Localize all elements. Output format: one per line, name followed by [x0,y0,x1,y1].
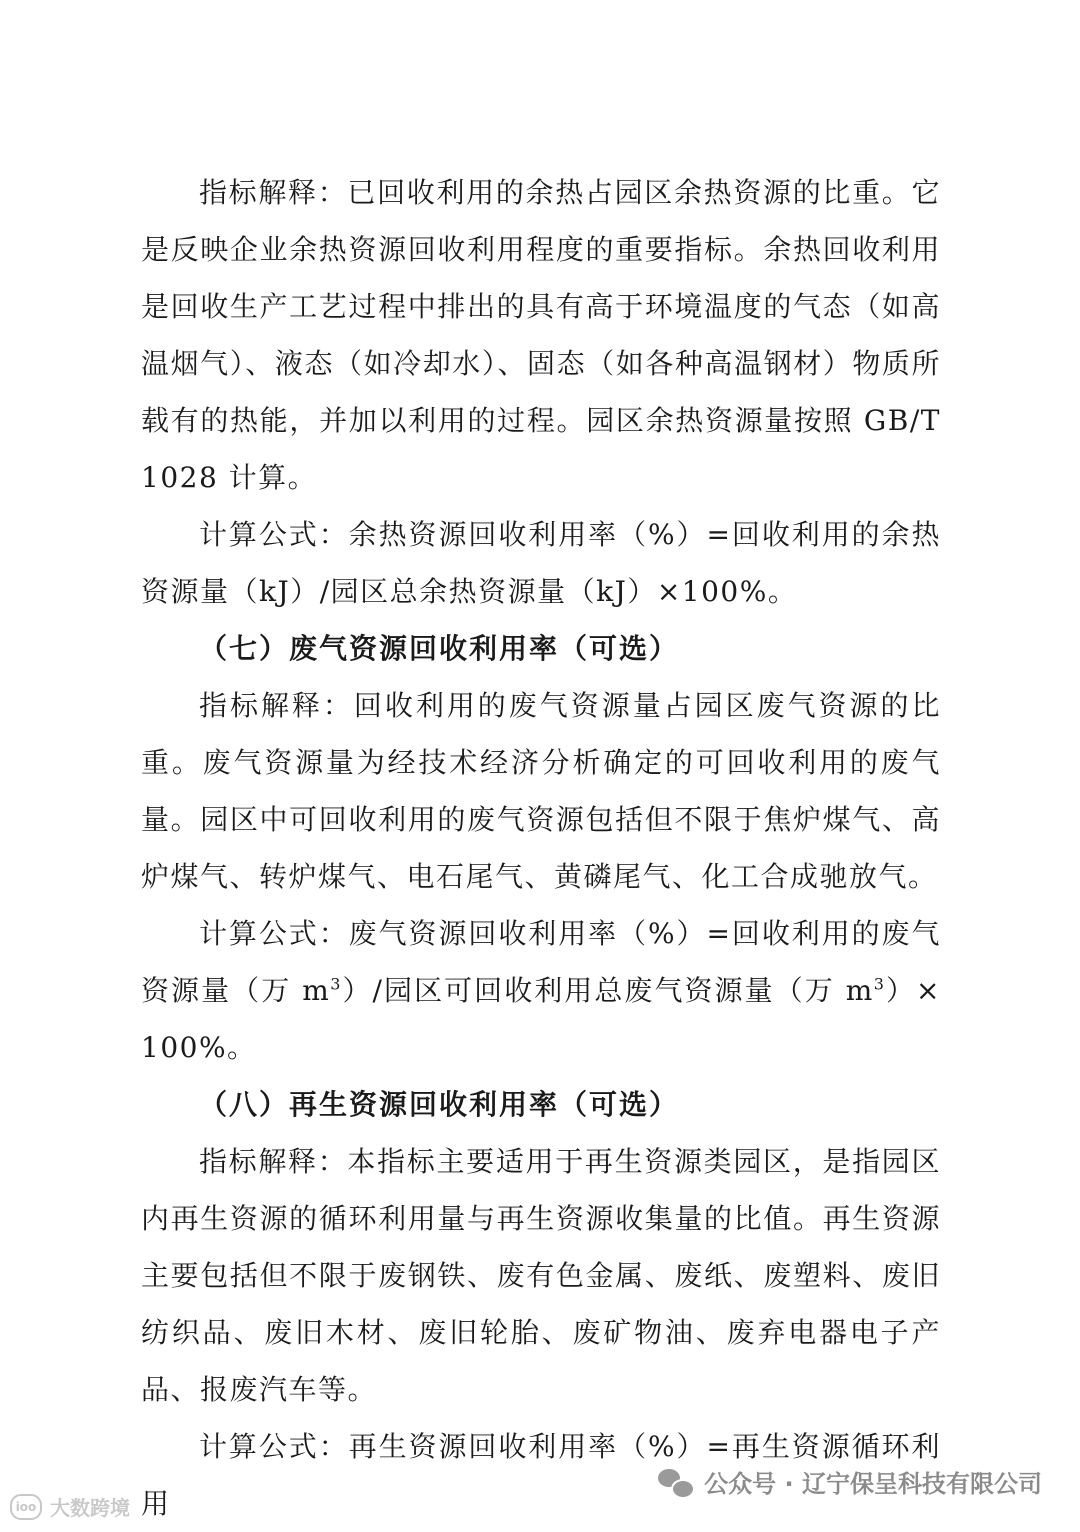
corner-logo-icon: ioo [10,1494,42,1520]
section-8-heading: （八）再生资源回收利用率（可选） [199,1088,680,1121]
section-7-heading: （七）废气资源回收利用率（可选） [199,632,680,665]
formula-text: ）/园区可回收利用总废气资源量（万 m [341,974,874,1007]
section-8-explanation: 指标解释：本指标主要适用于再生资源类园区，是指园区内再生资源的循环利用量与再生资源收集量的比值。再生资源主要包括但不限于废钢铁、废有色金属、废纸、废塑料、废旧纺织品、废旧木材、废旧轮胎、废矿物油、废弃电器电子产品、报废汽车等。 [141,1145,941,1406]
wechat-icon [658,1467,692,1497]
section-6-explanation: 指标解释：已回收利用的余热占园区余热资源的比重。它是反映企业余热资源回收利用程度的重要指标。余热回收利用是回收生产工艺过程中排出的具有高于环境温度的气态（如高温烟气）、液态（如冷却水）、固态（如各种高温钢材）物质所载有的热能，并加以利用的过程。园区余热资源量按照 GB/T 1028 计算。 [141,176,941,494]
section-6-formula: 计算公式：余热资源回收利用率（%）=回收利用的余热资源量（kJ）/园区总余热资源量（kJ）×100%。 [141,518,941,608]
footer [0,1452,1080,1527]
formula-text: 计算公式：废气资源回收利用率（%）=回收利用的废气资源量（万 m [141,917,941,1007]
section-7-formula [141,905,941,1076]
corner-watermark [10,1492,130,1521]
section-7-explanation: 指标解释：回收利用的废气资源量占园区废气资源的比重。废气资源量为经技术经济分析确定的可回收利用的废气量。园区中可回收利用的废气资源包括但不限于焦炉煤气、高炉煤气、转炉煤气、电石尾气、黄磷尾气、化工合成驰放气。 [141,689,941,893]
document-body [141,164,941,1532]
corner-label: 大数跨境 [50,1496,130,1520]
formula-text: ）×100%。 [141,974,941,1064]
superscript: 3 [330,974,342,994]
wechat-account-badge[interactable] [658,1464,1042,1499]
section-8-formula: 计算公式：再生资源回收利用率（%）=再生资源循环利用 [141,1430,941,1520]
wechat-label: 公众号 · 辽宁保呈科技有限公司 [704,1470,1042,1498]
superscript: 3 [873,974,886,994]
